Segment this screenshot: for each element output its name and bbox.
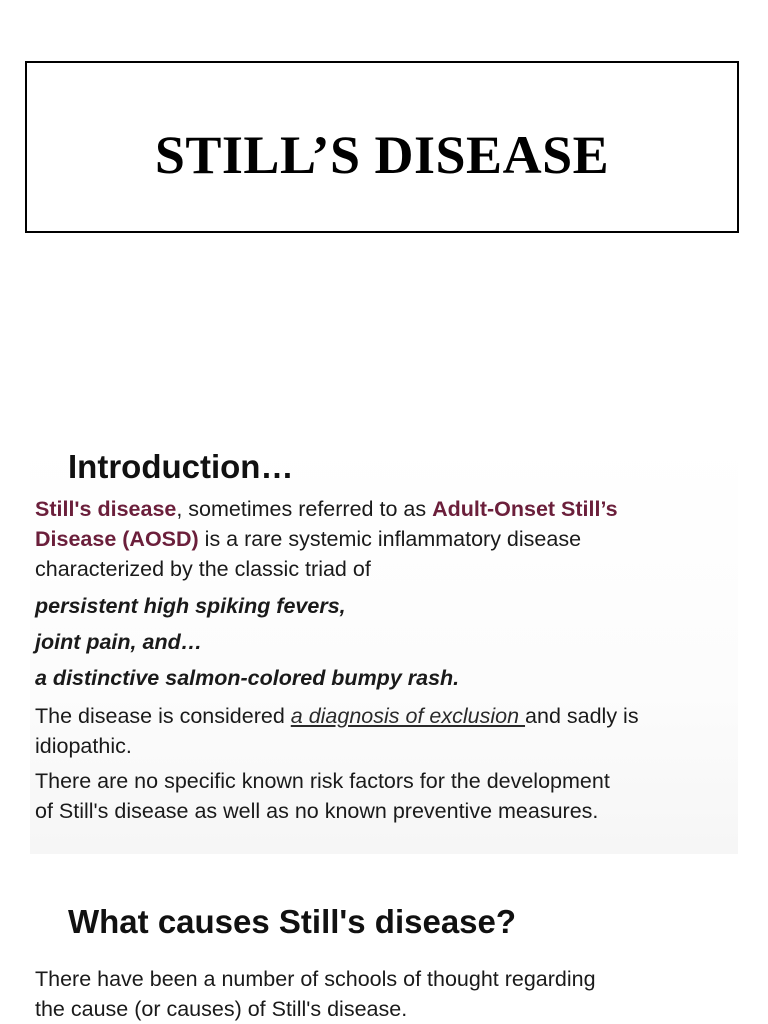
exclusion-paragraph <box>35 701 735 761</box>
triad-item-fever: persistent high spiking fevers, <box>35 594 346 618</box>
triad-item-joint-pain: joint pain, and… <box>35 630 203 654</box>
causes-paragraph <box>35 964 735 1024</box>
risk-factors-paragraph <box>35 766 735 826</box>
exclusion-text: and sadly is <box>525 704 639 728</box>
causes-text: There have been a number of schools of thought regarding <box>35 967 596 991</box>
exclusion-text: idiopathic. <box>35 734 132 758</box>
causes-text: the cause (or causes) of Still's disease. <box>35 997 408 1021</box>
intro-text: , sometimes referred to as <box>176 497 433 521</box>
title-box <box>25 61 739 233</box>
exclusion-text: The disease is considered <box>35 704 291 728</box>
intro-text: characterized by the classic triad of <box>35 557 371 581</box>
diagnosis-of-exclusion-link[interactable]: a diagnosis of exclusion <box>290 704 526 728</box>
triad-item-rash: a distinctive salmon-colored bumpy rash. <box>35 666 460 690</box>
causes-heading: What causes Still's disease? <box>68 903 517 940</box>
risk-text: There are no specific known risk factors for the development <box>35 769 610 793</box>
intro-paragraph <box>35 494 735 584</box>
term-aosd: Adult-Onset Still’s <box>432 497 618 521</box>
term-aosd-cont: Disease (AOSD) <box>35 527 199 551</box>
term-stills-disease: Still's disease <box>35 497 177 521</box>
intro-heading: Introduction… <box>68 448 294 485</box>
page-title: STILL’S DISEASE <box>154 125 610 185</box>
risk-text: of Still's disease as well as no known preventive measures. <box>35 799 599 823</box>
intro-text: is a rare systemic inflammatory disease <box>198 527 582 551</box>
